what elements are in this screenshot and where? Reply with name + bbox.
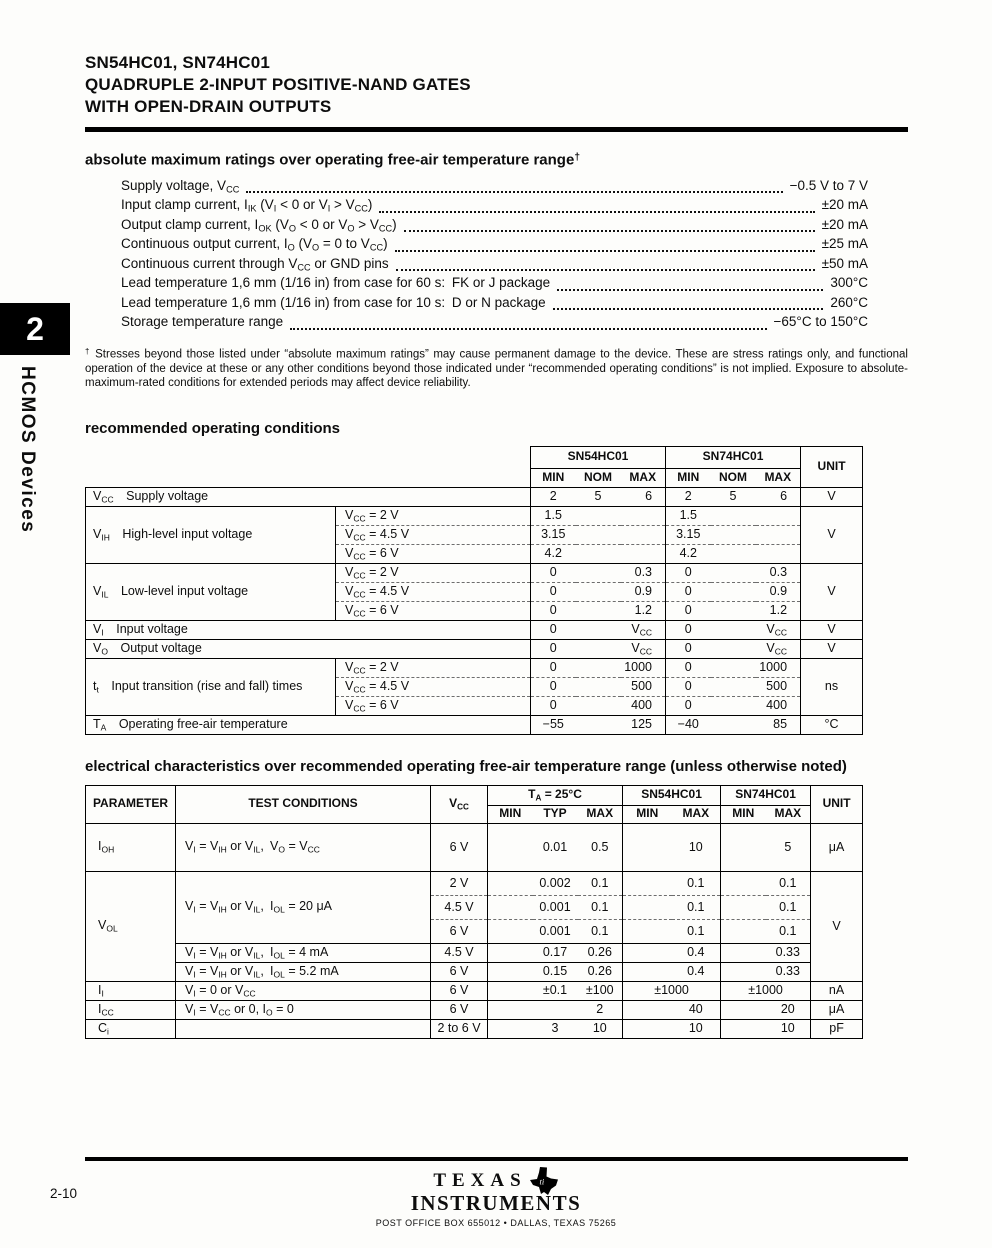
table-cell	[721, 823, 766, 871]
table-cell: 6 V	[431, 962, 488, 981]
table-cell: 5	[766, 823, 811, 871]
column-header: TYP	[533, 805, 578, 823]
row-label: $V_{CC}$ Supply voltage	[86, 487, 531, 506]
column-header: MIN	[531, 468, 576, 487]
table-cell: 0.001	[533, 895, 578, 919]
table-cell: 500	[621, 677, 666, 696]
abs-max-ratings-list	[85, 178, 908, 334]
table-cell: ±100	[578, 981, 623, 1000]
row-label: $t_t$ Input transition (rise and fall) times	[86, 658, 336, 715]
column-header: MIN	[488, 805, 533, 823]
dot-leader	[557, 275, 823, 291]
table-cell: $V_I = 0$ or $V_{CC}$	[176, 981, 431, 1000]
table-cell	[576, 639, 621, 658]
table-cell: 6 V	[431, 981, 488, 1000]
table-cell: $V_{CC} = 6$ V	[336, 544, 531, 563]
rating-line	[121, 236, 868, 256]
ti-wordmark-instruments: INSTRUMENTS	[410, 1191, 582, 1215]
table-cell: 0.33	[766, 962, 811, 981]
table-row	[86, 446, 863, 468]
column-header-unit: UNIT	[801, 446, 863, 487]
table-cell: 2 to 6 V	[431, 1019, 488, 1038]
table-cell	[488, 981, 533, 1000]
table-cell: 0.01	[533, 823, 578, 871]
table-cell: $V_{CC} = 6$ V	[336, 696, 531, 715]
table-cell: 0.1	[766, 871, 811, 895]
row-label: $V_{IH}$ High-level input voltage	[86, 506, 336, 563]
dot-leader	[395, 236, 815, 252]
table-cell: 0.26	[578, 962, 623, 981]
column-group-ta-25c: $T_A = 25^\circ C$	[488, 785, 623, 805]
table-cell: 0	[666, 677, 711, 696]
rating-label: Continuous current through $V_{CC}$ or GND pins	[121, 255, 389, 273]
table-row	[86, 785, 863, 805]
table-cell	[488, 943, 533, 962]
table-cell: 10	[578, 1019, 623, 1038]
footer-rule	[85, 1157, 908, 1161]
table-cell: 0	[531, 639, 576, 658]
rating-line	[121, 217, 868, 237]
table-cell: $V_{CC} = 2$ V	[336, 506, 531, 525]
dot-leader	[553, 295, 824, 311]
column-group-sn74hc01: SN74HC01	[721, 785, 811, 805]
row-label: $T_A$ Operating free-air temperature	[86, 715, 531, 734]
table-cell: 0	[531, 677, 576, 696]
footer-address: POST OFFICE BOX 655012 • DALLAS, TEXAS 75265	[375, 1218, 617, 1228]
table-cell	[488, 823, 533, 871]
row-label: $I_{OH}$	[86, 823, 176, 871]
sidebar-vertical-label: HCMOS Devices	[17, 366, 38, 534]
table-cell: 10	[672, 823, 721, 871]
column-header: MIN	[623, 805, 672, 823]
table-cell: 0.4	[672, 943, 721, 962]
table-cell: $V_I = V_{IH}$ or $V_{IL}$, $I_{OL} = 5.2$ mA	[176, 962, 431, 981]
table-cell: 2 V	[431, 871, 488, 895]
table-row	[86, 1019, 863, 1038]
table-cell	[488, 962, 533, 981]
row-label: $I_I$	[86, 981, 176, 1000]
table-cell	[488, 919, 533, 943]
table-cell	[756, 544, 801, 563]
table-cell: 0.002	[533, 871, 578, 895]
table-cell: 0	[666, 582, 711, 601]
table-cell	[711, 563, 756, 582]
table-cell	[721, 962, 766, 981]
table-cell: 1.5	[666, 506, 711, 525]
section-title-absolute-maximum-ratings: absolute maximum ratings over operating free-air temperature range†	[85, 151, 580, 169]
table-cell: $V_{CC}$	[756, 639, 801, 658]
table-cell	[576, 620, 621, 639]
table-cell: 0	[666, 620, 711, 639]
table-cell	[721, 919, 766, 943]
table-cell	[576, 563, 621, 582]
rating-line	[121, 295, 868, 315]
rating-value: 300°C	[830, 275, 868, 291]
table-cell: 4.2	[531, 544, 576, 563]
table-cell	[721, 1000, 766, 1019]
table-cell: 6	[621, 487, 666, 506]
column-header: MAX	[766, 805, 811, 823]
table-cell: 6 V	[431, 1000, 488, 1019]
table-cell: 0.5	[578, 823, 623, 871]
table-cell	[711, 544, 756, 563]
table-cell	[621, 544, 666, 563]
column-header	[86, 446, 531, 487]
table-cell: 0.26	[578, 943, 623, 962]
rating-label: Output clamp current, $I_{OK}$ ($V_O < 0$ or $V_O > V_{CC}$)	[121, 216, 397, 234]
rating-label: Lead temperature 1,6 mm (1/16 in) from case for 60 s: FK or J package	[121, 275, 551, 291]
table-cell: 0	[666, 639, 711, 658]
table-cell: −55	[531, 715, 576, 734]
table-row	[86, 506, 863, 525]
table-cell: V	[811, 871, 863, 981]
column-header-test-conditions: TEST CONDITIONS	[176, 785, 431, 823]
table-row	[86, 981, 863, 1000]
table-cell	[576, 658, 621, 677]
column-header: MAX	[672, 805, 721, 823]
table-cell	[711, 677, 756, 696]
table-cell: $V_I = V_{IH}$ or $V_{IL}$, $V_O = V_{CC}$	[176, 823, 431, 871]
table-cell	[711, 525, 756, 544]
table-cell: 20	[766, 1000, 811, 1019]
table-cell	[623, 871, 672, 895]
table-cell: $V_I = V_{CC}$ or 0, $I_O = 0$	[176, 1000, 431, 1019]
table-cell	[623, 823, 672, 871]
rating-line	[121, 314, 868, 334]
table-cell: 1.5	[531, 506, 576, 525]
part-numbers: SN54HC01, SN74HC01	[85, 53, 271, 72]
table-cell	[576, 506, 621, 525]
table-cell: $V_{CC} = 4.5$ V	[336, 582, 531, 601]
rating-line	[121, 178, 868, 198]
table-cell: 6 V	[431, 823, 488, 871]
rating-line	[121, 256, 868, 276]
doc-header	[85, 52, 908, 118]
table-cell: ±1000	[721, 981, 811, 1000]
table-cell: 0	[666, 696, 711, 715]
table-cell: 6 V	[431, 919, 488, 943]
table-cell: 0.9	[756, 582, 801, 601]
rating-value: ±25 mA	[821, 236, 868, 252]
page-content	[85, 52, 908, 1039]
table-cell: 400	[756, 696, 801, 715]
row-label: $C_i$	[86, 1019, 176, 1038]
table-cell: V	[801, 506, 863, 563]
dot-leader	[404, 217, 815, 233]
table-cell	[488, 1000, 533, 1019]
table-cell: 0	[666, 601, 711, 620]
table-cell: 6	[756, 487, 801, 506]
table-row	[86, 871, 863, 895]
row-label: $V_I$ Input voltage	[86, 620, 531, 639]
rating-value: −65°C to 150°C	[773, 314, 868, 330]
table-cell	[721, 871, 766, 895]
table-cell: 125	[621, 715, 666, 734]
table-row	[86, 563, 863, 582]
table-cell: 0.1	[766, 895, 811, 919]
table-row	[86, 943, 863, 962]
table-cell: $V_{CC}$	[756, 620, 801, 639]
table-cell: V	[801, 563, 863, 620]
column-header: MIN	[666, 468, 711, 487]
table-cell: 0.1	[578, 895, 623, 919]
table-cell: 1.2	[756, 601, 801, 620]
table-cell	[711, 582, 756, 601]
table-cell: 0	[531, 601, 576, 620]
table-cell: 4.2	[666, 544, 711, 563]
table-cell: 0.3	[621, 563, 666, 582]
table-cell: pF	[811, 1019, 863, 1038]
table-cell: 400	[621, 696, 666, 715]
rating-line	[121, 197, 868, 217]
table-cell	[576, 696, 621, 715]
table-row	[86, 823, 863, 871]
table-row	[86, 487, 863, 506]
table-cell: 4.5 V	[431, 895, 488, 919]
page-number: 2-10	[50, 1186, 78, 1201]
table-cell: 500	[756, 677, 801, 696]
table-cell	[576, 544, 621, 563]
header-rule	[85, 127, 908, 132]
table-cell: $V_{CC}$	[621, 620, 666, 639]
dot-leader	[246, 178, 782, 194]
table-cell: 0	[531, 658, 576, 677]
table-cell: −40	[666, 715, 711, 734]
table-cell	[576, 525, 621, 544]
table-cell: 2	[666, 487, 711, 506]
table-cell	[623, 943, 672, 962]
table-cell: 0.3	[756, 563, 801, 582]
column-header: MIN	[721, 805, 766, 823]
table-cell: 40	[672, 1000, 721, 1019]
column-group-sn54hc01: SN54HC01	[531, 446, 666, 468]
table-row	[86, 658, 863, 677]
table-cell	[621, 525, 666, 544]
table-cell: 0.1	[672, 871, 721, 895]
rating-value: ±20 mA	[821, 216, 868, 232]
table-row	[86, 715, 863, 734]
table-cell: 5	[711, 487, 756, 506]
table-cell: 0.17	[533, 943, 578, 962]
table-cell	[488, 871, 533, 895]
table-cell	[623, 962, 672, 981]
table-cell	[576, 677, 621, 696]
table-cell: 0	[666, 563, 711, 582]
table-row	[86, 620, 863, 639]
column-group-sn74hc01: SN74HC01	[666, 446, 801, 468]
ti-logo	[0, 1172, 992, 1228]
column-header: NOM	[711, 468, 756, 487]
table-cell	[488, 895, 533, 919]
dot-leader	[379, 197, 814, 213]
table-cell	[711, 506, 756, 525]
table-cell: V	[801, 620, 863, 639]
table-cell: nA	[811, 981, 863, 1000]
table-cell	[721, 1019, 766, 1038]
table-cell	[576, 715, 621, 734]
table-cell	[623, 1000, 672, 1019]
table-cell	[533, 1000, 578, 1019]
table-cell: 1000	[621, 658, 666, 677]
rating-label: Input clamp current, $I_{IK}$ ($V_I < 0$ or $V_I > V_{CC}$)	[121, 197, 373, 214]
table-cell	[711, 601, 756, 620]
table-cell	[623, 895, 672, 919]
table-cell	[576, 601, 621, 620]
table-cell: V	[801, 639, 863, 658]
svg-text:ti: ti	[539, 1176, 544, 1187]
table-cell: 1.2	[621, 601, 666, 620]
table-cell	[623, 1019, 672, 1038]
table-cell: V	[801, 487, 863, 506]
table-cell: 1000	[756, 658, 801, 677]
table-cell	[576, 582, 621, 601]
table-cell: 3.15	[531, 525, 576, 544]
column-header-vcc: $V_{CC}$	[431, 785, 488, 823]
table-row	[86, 962, 863, 981]
table-cell: 2	[578, 1000, 623, 1019]
table-cell	[711, 696, 756, 715]
table-cell: $V_I = V_{IH}$ or $V_{IL}$, $I_{OL} = 4$ mA	[176, 943, 431, 962]
table-cell: 5	[576, 487, 621, 506]
dot-leader	[290, 314, 766, 330]
rating-value: ±50 mA	[821, 255, 868, 271]
table-cell: 0	[666, 658, 711, 677]
table-cell: 10	[672, 1019, 721, 1038]
table-cell	[756, 506, 801, 525]
column-group-sn54hc01: SN54HC01	[623, 785, 721, 805]
column-header: MAX	[621, 468, 666, 487]
rating-label: Supply voltage, $V_{CC}$	[121, 177, 240, 195]
table-cell: $V_{CC}$	[621, 639, 666, 658]
row-label: $V_O$ Output voltage	[86, 639, 531, 658]
table-cell	[488, 1019, 533, 1038]
rating-line	[121, 275, 868, 295]
table-cell: 2	[531, 487, 576, 506]
table-cell	[621, 506, 666, 525]
table-cell	[711, 620, 756, 639]
table-cell	[721, 895, 766, 919]
table-cell: ns	[801, 658, 863, 715]
ti-wordmark-texas: TEXAS	[433, 1170, 527, 1191]
row-label: $V_{IL}$ Low-level input voltage	[86, 563, 336, 620]
rating-label: Lead temperature 1,6 mm (1/16 in) from case for 10 s: D or N package	[121, 294, 546, 310]
table-cell	[721, 943, 766, 962]
column-header: MAX	[756, 468, 801, 487]
column-header: NOM	[576, 468, 621, 487]
table-cell: $V_{CC} = 2$ V	[336, 563, 531, 582]
table-cell: $V_{CC} = 4.5$ V	[336, 525, 531, 544]
column-header-unit: UNIT	[811, 785, 863, 823]
dot-leader	[396, 256, 815, 272]
rating-label: Storage temperature range	[121, 314, 284, 330]
recommended-operating-conditions-table	[85, 446, 863, 735]
table-cell: 0	[531, 582, 576, 601]
column-header: MAX	[578, 805, 623, 823]
table-cell: 0.1	[672, 895, 721, 919]
table-cell: 0.9	[621, 582, 666, 601]
table-cell: 3	[533, 1019, 578, 1038]
table-cell: $V_I = V_{IH}$ or $V_{IL}$, $I_{OL} = 20$ μA	[176, 871, 431, 943]
doc-title-line2: WITH OPEN-DRAIN OUTPUTS	[85, 97, 332, 116]
table-cell: 0.1	[766, 919, 811, 943]
row-label: $I_{CC}$	[86, 1000, 176, 1019]
table-cell: °C	[801, 715, 863, 734]
table-cell: 0.33	[766, 943, 811, 962]
table-cell: 0.4	[672, 962, 721, 981]
table-cell: 10	[766, 1019, 811, 1038]
table-cell: 85	[756, 715, 801, 734]
table-cell: ±1000	[623, 981, 721, 1000]
rating-value: ±20 mA	[821, 197, 868, 213]
table-row	[86, 639, 863, 658]
rating-value: 260°C	[830, 294, 868, 310]
table-cell: 0	[531, 563, 576, 582]
table-cell: ±0.1	[533, 981, 578, 1000]
rating-label: Continuous output current, $I_O$ ($V_O = 0$ to $V_{CC}$)	[121, 236, 388, 253]
electrical-characteristics-table	[85, 785, 863, 1039]
table-cell: 0.1	[578, 919, 623, 943]
table-row	[86, 1000, 863, 1019]
table-cell: $V_{CC} = 6$ V	[336, 601, 531, 620]
chapter-number: 2	[26, 310, 44, 347]
table-cell	[711, 658, 756, 677]
table-cell: 0.15	[533, 962, 578, 981]
section-title-recommended-operating-conditions: recommended operating conditions	[85, 419, 341, 437]
table-cell: 0	[531, 696, 576, 715]
chapter-tab	[0, 303, 70, 355]
row-label: $V_{OL}$	[86, 871, 176, 981]
section-title-electrical-characteristics: electrical characteristics over recommended operating free-air temperature range (unless otherwise noted)	[85, 757, 847, 775]
table-cell	[176, 1019, 431, 1038]
table-cell: μA	[811, 1000, 863, 1019]
table-cell: 3.15	[666, 525, 711, 544]
table-cell: 4.5 V	[431, 943, 488, 962]
table-cell: 0.001	[533, 919, 578, 943]
table-cell	[756, 525, 801, 544]
table-cell: 0	[531, 620, 576, 639]
table-cell: $V_{CC} = 4.5$ V	[336, 677, 531, 696]
table-cell	[623, 919, 672, 943]
table-cell: 0.1	[578, 871, 623, 895]
table-cell: μA	[811, 823, 863, 871]
table-cell	[711, 639, 756, 658]
table-cell	[711, 715, 756, 734]
table-cell: $V_{CC} = 2$ V	[336, 658, 531, 677]
abs-max-footnote: † Stresses beyond those listed under “absolute maximum ratings” may cause permanent damage to the device. These are stress ratings only, and functional operation of the device at these or any other conditions beyond those indicated under “recommended operating conditions” is not implied. Exposure to absolute-maximum-rated conditions for extended periods may affect device reliability.	[85, 346, 908, 390]
rating-value: −0.5 V to 7 V	[789, 177, 868, 193]
table-cell: 0.1	[672, 919, 721, 943]
doc-title-line1: QUADRUPLE 2-INPUT POSITIVE-NAND GATES	[85, 75, 471, 94]
column-header-parameter: PARAMETER	[86, 785, 176, 823]
